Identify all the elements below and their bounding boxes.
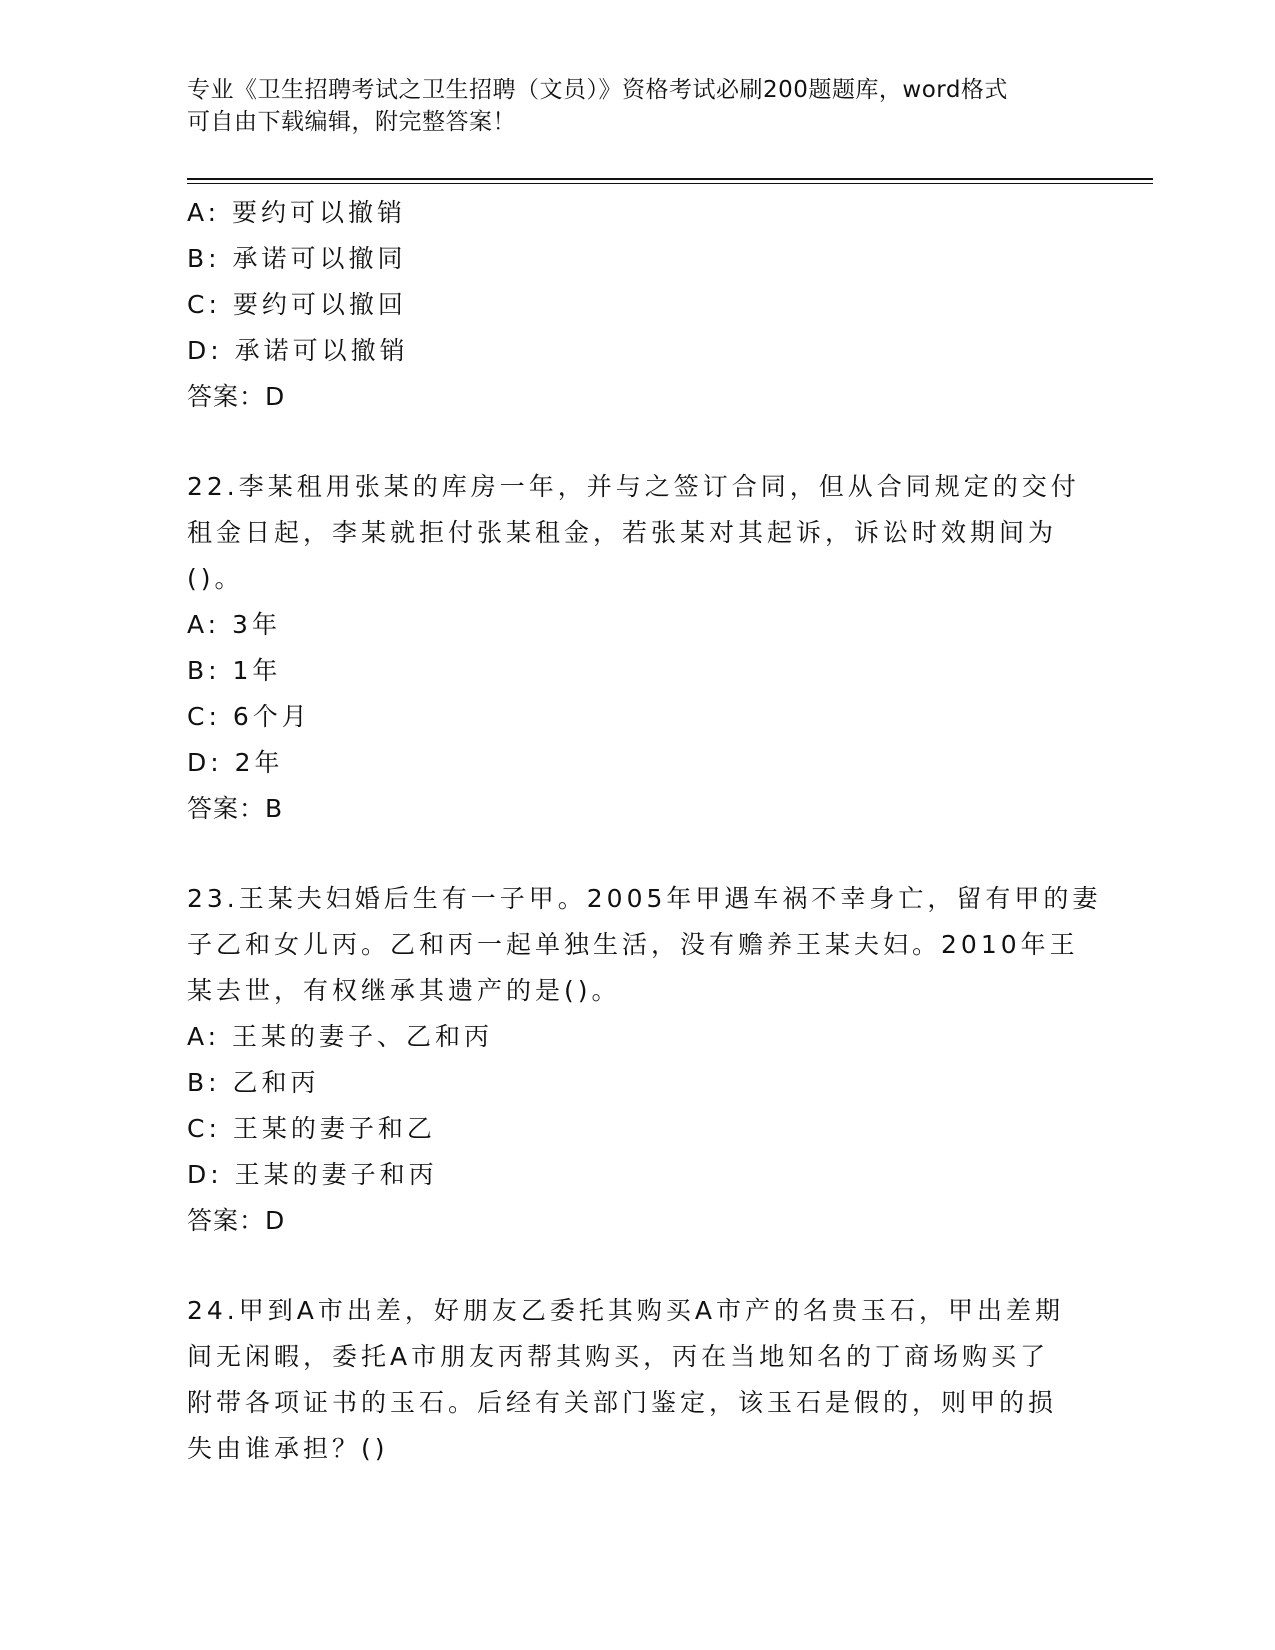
header-divider-thin (187, 183, 1153, 184)
option-d: D: 王某的妻子和丙 (187, 1160, 438, 1189)
question-content (187, 190, 1102, 1472)
document-header (187, 74, 1077, 138)
option-b: B: 1年 (187, 656, 282, 685)
option-c: C: 要约可以撤回 (187, 290, 407, 319)
option-a: A: 王某的妻子、乙和丙 (187, 1022, 494, 1051)
option-d: D: 承诺可以撤销 (187, 336, 409, 365)
question-23 (187, 876, 1102, 1244)
question-21 (187, 190, 1087, 420)
header-line-2: 可自由下载编辑，附完整答案！ (187, 109, 516, 135)
option-c: C: 王某的妻子和乙 (187, 1114, 436, 1143)
header-divider-thick (187, 178, 1153, 180)
question-text-line: 23.王某夫妇婚后生有一子甲。2005年甲遇车祸不幸身亡，留有甲的妻 (187, 884, 1102, 913)
spacer (187, 832, 1087, 876)
question-text-line: 失由谁承担？() (187, 1434, 389, 1463)
question-24 (187, 1288, 1087, 1472)
spacer (187, 1244, 1087, 1288)
option-b: B: 承诺可以撤同 (187, 244, 407, 273)
option-b: B: 乙和丙 (187, 1068, 320, 1097)
question-text-line: 租金日起，李某就拒付张某租金，若张某对其起诉，诉讼时效期间为 (187, 518, 1058, 547)
question-22 (187, 464, 1087, 832)
answer: 答案：D (187, 1206, 286, 1235)
option-a: A: 3年 (187, 610, 281, 639)
header-line-1: 专业《卫生招聘考试之卫生招聘（文员）》资格考试必刷200题题库，word格式 (187, 77, 1008, 103)
question-text-line: ()。 (187, 564, 244, 593)
question-text-line: 24.甲到A市出差，好朋友乙委托其购买A市产的名贵玉石，甲出差期 (187, 1296, 1064, 1325)
question-text-line: 22.李某租用张某的库房一年，并与之签订合同，但从合同规定的交付 (187, 472, 1080, 501)
answer: 答案：B (187, 794, 284, 823)
question-text-line: 某去世，有权继承其遗产的是()。 (187, 976, 621, 1005)
question-text-line: 间无闲暇，委托A市朋友丙帮其购买，丙在当地知名的丁商场购买了 (187, 1342, 1050, 1371)
spacer (187, 420, 1087, 464)
option-a: A: 要约可以撤销 (187, 198, 407, 227)
question-text-line: 附带各项证书的玉石。后经有关部门鉴定，该玉石是假的，则甲的损 (187, 1388, 1058, 1417)
question-text-line: 子乙和女儿丙。乙和丙一起单独生活，没有赡养王某夫妇。2010年王 (187, 930, 1079, 959)
option-c: C: 6个月 (187, 702, 311, 731)
answer: 答案：D (187, 382, 286, 411)
option-d: D: 2年 (187, 748, 284, 777)
